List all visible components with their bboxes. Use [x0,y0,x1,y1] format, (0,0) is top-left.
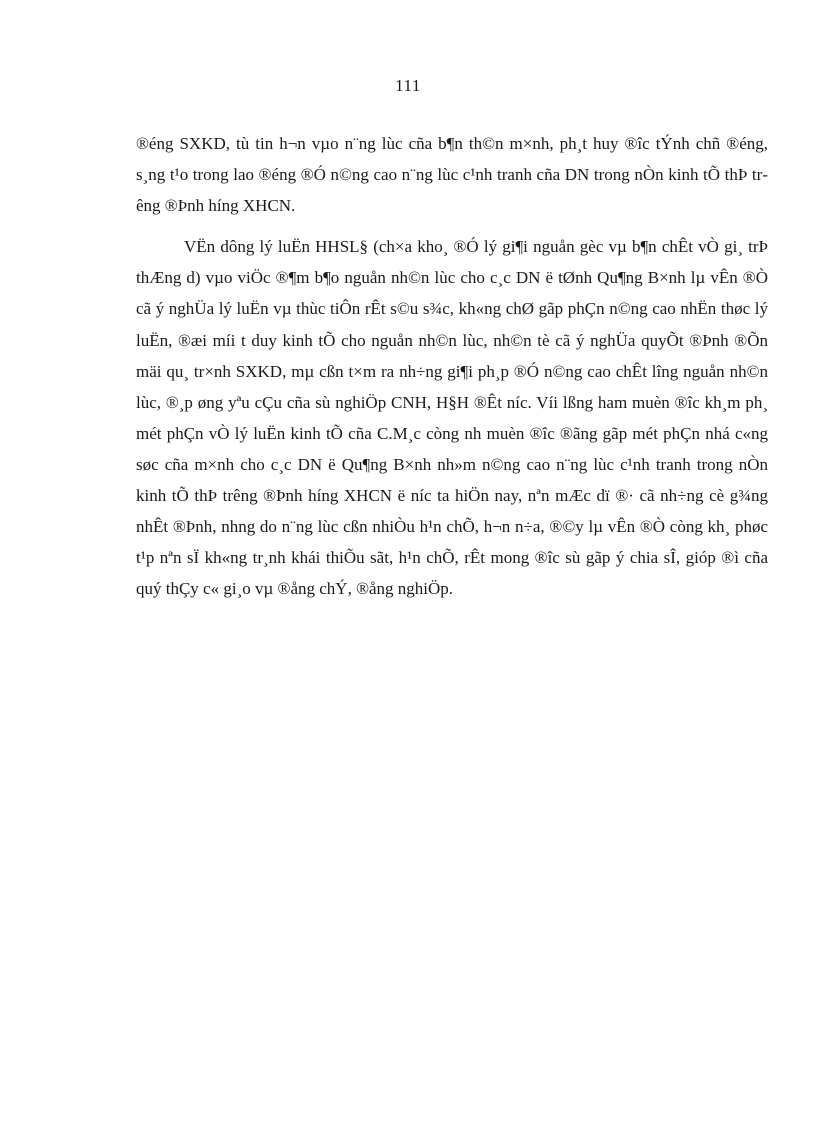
page-number: 111 [395,76,421,95]
paragraph-1: ®éng SXKD, tù tin h¬n vµo n¨ng lùc cña b¶n th©n m×nh, ph¸t huy ®îc tÝnh chñ ®éng, s¸ng t¹o trong lao ®éng ®Ó n©ng cao n¨ng lùc c¹nh tranh cña DN trong nÒn kinh tÕ thÞ trêng ®Þnh híng XHCN. [136,134,768,216]
body-text [136,128,768,604]
paragraph-2: VËn dông lý luËn HHSL§ (ch×a kho¸ ®Ó lý gi¶i nguån gèc vµ b¶n chÊt vÒ gi¸ trÞ thÆng d) vµo viÖc ®¶m b¶o nguån nh©n lùc cho c¸c DN ë tØnh Qu¶ng B×nh lµ vÊn ®Ò cã ý nghÜa lý luËn vµ thùc tiÔn rÊt s©u s¾c, kh«ng chØ gãp phÇn n©ng cao nhËn thøc lý luËn, ®æi míi t duy kinh tÕ cho nguån nh©n lùc, nh©n tè cã ý nghÜa quyÕt ®Þnh ®Õn mäi qu¸ tr×nh SXKD, mµ cßn t×m ra nh÷ng gi¶i ph¸p ®Ó n©ng cao chÊt lîng nguån nh©n lùc, ®¸p øng yªu cÇu cña sù nghiÖp CNH, H§H ®Êt níc. Víi lßng ham muèn ®îc kh¸m ph¸ mét phÇn vÒ lý luËn kinh tÕ cña C.M¸c còng nh muèn ®îc ®ãng gãp mét phÇn nhá c«ng søc cña m×nh cho c¸c DN ë Qu¶ng B×nh nh»m n©ng cao n¨ng lùc c¹nh tranh trong nÒn kinh tÕ thÞ trêng ®Þnh híng XHCN ë níc ta hiÖn nay, nªn mÆc dï ®· cã nh÷ng cè g¾ng nhÊt ®Þnh, nhng do n¨ng lùc cßn nhiÒu h¹n chÕ, h¬n n÷a, ®©y lµ vÊn ®Ò còng kh¸ phøc t¹p nªn sÏ kh«ng tr¸nh khái thiÕu sãt, h¹n chÕ, rÊt mong ®îc sù gãp ý chia sÎ, gióp ®ì cña quý thÇy c« gi¸o vµ ®ång chÝ, ®ång nghiÖp. [136,237,768,599]
